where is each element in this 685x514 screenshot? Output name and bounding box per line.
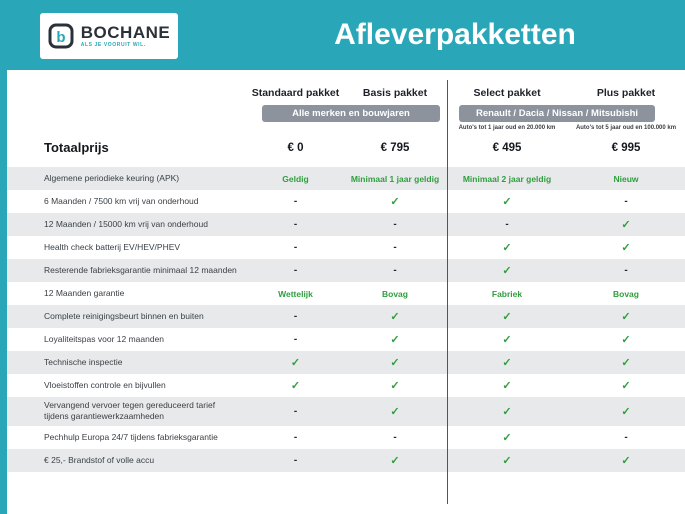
column-divider [447, 80, 448, 504]
check-icon: ✓ [621, 219, 631, 231]
feature-value: Fabriek [491, 288, 523, 299]
dash-value: - [505, 219, 509, 230]
check-icon: ✓ [390, 357, 400, 369]
column-title-plus: Plus pakket [596, 87, 656, 99]
dash-value: - [393, 265, 397, 276]
price-row [7, 140, 685, 155]
feature-label: Technische inspectie [44, 356, 123, 367]
feature-label: 12 Maanden garantie [44, 287, 125, 298]
dash-value: - [293, 311, 298, 322]
table-row [7, 213, 685, 236]
table-row [7, 449, 685, 472]
dash-value: - [624, 431, 628, 443]
dash-value: - [624, 265, 628, 276]
table-row [7, 328, 685, 351]
feature-value: Minimaal 2 jaar geldig [462, 173, 552, 184]
table-row [7, 426, 685, 449]
price-select: € 495 [492, 141, 522, 154]
check-icon: ✓ [390, 380, 400, 392]
feature-value: Minimaal 1 jaar geldig [350, 173, 440, 184]
dash-value: - [293, 242, 298, 253]
brand-tagline: ALS JE VOORUIT WIL. [80, 41, 146, 48]
price-basis: € 795 [380, 141, 410, 154]
feature-value: Geldig [282, 173, 309, 184]
feature-value: Bovag [382, 288, 408, 299]
feature-label: Complete reinigingsbeurt binnen en buiten [44, 310, 204, 321]
page-title: Afleverpakketten [334, 18, 576, 51]
check-icon: ✓ [621, 242, 631, 254]
feature-value: Nieuw [613, 173, 639, 184]
price-standaard: € 0 [287, 141, 304, 154]
table-row [7, 351, 685, 374]
feature-label: Loyaliteitspas voor 12 maanden [44, 333, 165, 344]
price-plus: € 995 [611, 141, 641, 154]
feature-label: Vloeistoffen controle en bijvullen [44, 379, 166, 390]
column-title-basis: Basis pakket [362, 87, 428, 99]
check-icon: ✓ [502, 196, 512, 208]
bochane-logo-icon [48, 23, 74, 49]
dash-value: - [393, 242, 397, 253]
dash-value: - [393, 431, 397, 443]
dash-value: - [293, 219, 298, 230]
check-icon: ✓ [390, 454, 400, 467]
check-icon: ✓ [502, 454, 512, 467]
check-icon: ✓ [390, 405, 400, 418]
feature-label: Pechhulp Europa 24/7 tijdens fabrieksgarantie [44, 431, 218, 442]
table-row [7, 236, 685, 259]
dash-value: - [624, 196, 628, 207]
check-icon: ✓ [502, 242, 512, 254]
feature-rows [7, 167, 685, 472]
table-row [7, 305, 685, 328]
table-row [7, 374, 685, 397]
bochane-logo [40, 13, 178, 59]
feature-label: 6 Maanden / 7500 km vrij van onderhoud [44, 195, 199, 206]
feature-value: Bovag [613, 288, 639, 299]
column-title-select: Select pakket [473, 87, 541, 99]
table-row [7, 397, 685, 426]
feature-label: Algemene periodieke keuring (APK) [44, 172, 180, 183]
check-icon: ✓ [621, 380, 631, 392]
dash-value: - [293, 265, 298, 276]
check-icon: ✓ [290, 357, 301, 369]
dash-value: - [293, 431, 298, 443]
dash-value: - [293, 454, 298, 466]
check-icon: ✓ [390, 311, 400, 323]
feature-label: Health check batterij EV/HEV/PHEV [44, 241, 181, 252]
check-icon: ✓ [621, 311, 631, 323]
feature-label: 12 Maanden / 15000 km vrij van onderhoud [44, 218, 208, 229]
badge-merken-select-plus: Renault / Dacia / Nissan / Mitsubishi [459, 105, 655, 122]
check-icon: ✓ [390, 196, 400, 208]
brand-name: BOCHANE [80, 22, 171, 42]
dash-value: - [293, 405, 298, 417]
table-header [7, 70, 685, 155]
svg-text:b: b [56, 29, 66, 46]
table-row [7, 190, 685, 213]
check-icon: ✓ [502, 405, 512, 418]
check-icon: ✓ [502, 380, 512, 392]
feature-label: € 25,- Brandstof of volle accu [44, 454, 155, 465]
check-icon: ✓ [502, 334, 512, 346]
badges-row [7, 99, 685, 122]
subnote-plus: Auto's tot 5 jaar oud en 100.000 km [575, 125, 677, 131]
accent-left-strip [0, 0, 7, 514]
check-icon: ✓ [502, 431, 512, 444]
check-icon: ✓ [502, 357, 512, 369]
subnote-select: Auto's tot 1 jaar oud en 20.000 km [458, 125, 556, 131]
feature-label: Resterende fabrieksgarantie minimaal 12 maanden [44, 264, 237, 275]
price-row-label: Totaalprijs [44, 140, 109, 155]
check-icon: ✓ [621, 334, 631, 346]
dash-value: - [293, 334, 298, 345]
column-titles-row [7, 70, 685, 99]
dash-value: - [393, 219, 397, 230]
table-row [7, 282, 685, 305]
check-icon: ✓ [502, 311, 512, 323]
check-icon: ✓ [390, 334, 400, 346]
page-header [0, 0, 685, 70]
subnotes-row [7, 122, 685, 131]
table-row [7, 259, 685, 282]
dash-value: - [293, 196, 298, 207]
feature-label: Vervangend vervoer tegen gereduceerd tarief tijdens garantiewerkzaamheden [44, 400, 216, 422]
logo-text [81, 24, 170, 48]
badge-alle-merken: Alle merken en bouwjaren [262, 105, 440, 122]
check-icon: ✓ [502, 265, 512, 277]
check-icon: ✓ [290, 380, 301, 392]
check-icon: ✓ [621, 357, 631, 369]
check-icon: ✓ [621, 454, 631, 467]
check-icon: ✓ [621, 405, 631, 418]
feature-value: Wettelijk [278, 288, 313, 299]
column-title-standaard: Standaard pakket [251, 87, 340, 99]
table-row [7, 167, 685, 190]
